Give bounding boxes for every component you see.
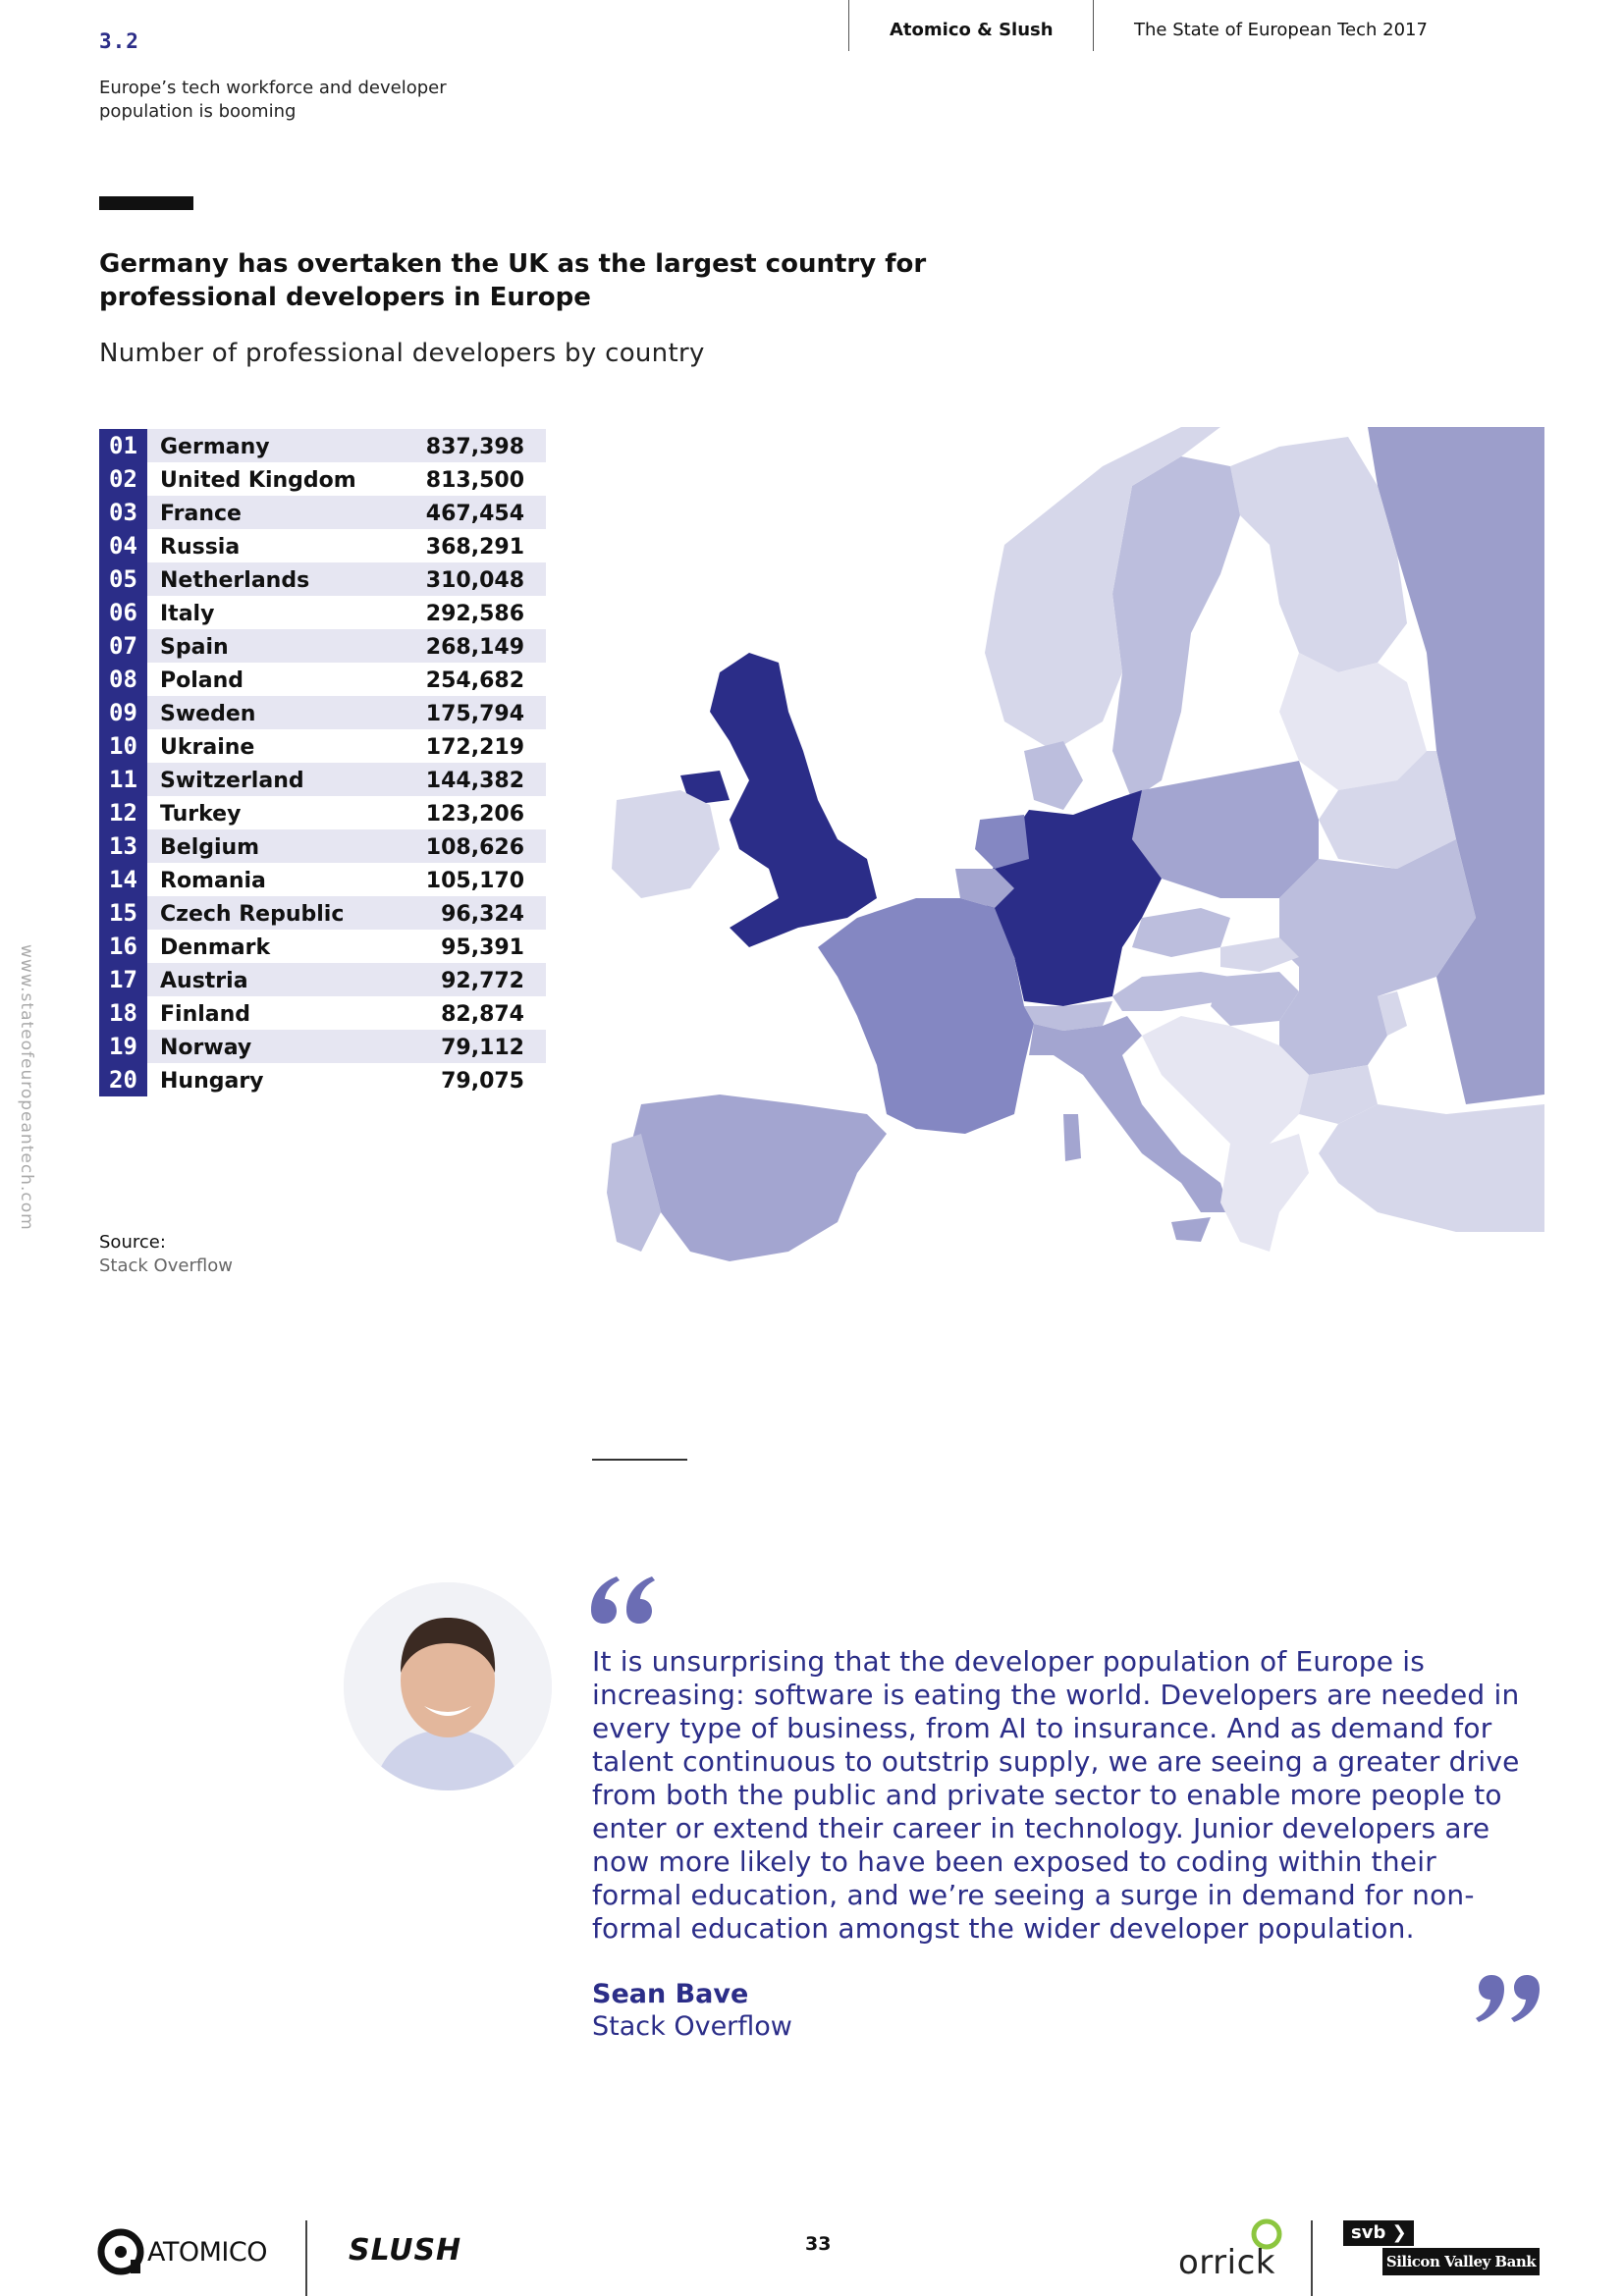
rank-value: 813,500 bbox=[425, 468, 524, 493]
rank-value: 105,170 bbox=[425, 869, 524, 893]
map-region-uk bbox=[710, 653, 877, 947]
slush-logo: SLUSH bbox=[349, 2233, 462, 2268]
rank-country: Turkey bbox=[160, 802, 242, 827]
header-report-title: The State of European Tech 2017 bbox=[1134, 20, 1428, 40]
rank-number: 08 bbox=[99, 663, 147, 696]
atomico-logo-icon bbox=[95, 2226, 146, 2277]
rank-country: United Kingdom bbox=[160, 468, 356, 493]
table-row bbox=[99, 796, 546, 829]
developer-ranking-table bbox=[99, 429, 546, 1096]
rank-country: Finland bbox=[160, 1002, 251, 1027]
table-row bbox=[99, 729, 546, 763]
quote-author: Sean Bave bbox=[592, 1979, 749, 2009]
rank-value: 467,454 bbox=[425, 502, 524, 526]
rank-number: 06 bbox=[99, 596, 147, 629]
table-row bbox=[99, 996, 546, 1030]
rank-number: 17 bbox=[99, 963, 147, 996]
rank-number: 20 bbox=[99, 1063, 147, 1096]
close-quote-icon bbox=[1475, 1973, 1543, 2028]
header-divider bbox=[1093, 0, 1094, 51]
map-region-spain bbox=[631, 1095, 887, 1261]
rank-country: Spain bbox=[160, 635, 229, 660]
map-region-france bbox=[818, 898, 1034, 1134]
speaker-photo bbox=[344, 1582, 552, 1790]
quote-text: It is unsurprising that the developer population of Europe is increasing: software is eating the world. Developers are needed in every type of business, from AI to insurance. And as demand for talent continuous to outstrip supply, we are seeing a greater drive from both the public and private sector to enable more people to enter or extend their career in technology. Junior developers are now more likely to have been exposed to coding within their formal education, and we’re seeing a surge in demand for non-formal education amongst the wider developer population. bbox=[592, 1645, 1520, 1945]
section-divider bbox=[592, 1459, 687, 1461]
rank-number: 05 bbox=[99, 562, 147, 596]
table-row bbox=[99, 429, 546, 462]
footer-divider bbox=[305, 2220, 307, 2296]
title-accent-bar bbox=[99, 196, 193, 210]
rank-number: 09 bbox=[99, 696, 147, 729]
table-row bbox=[99, 829, 546, 863]
section-number: 3.2 bbox=[99, 29, 139, 53]
map-region-turkey bbox=[1319, 1104, 1544, 1232]
rank-value: 96,324 bbox=[441, 902, 524, 927]
rank-value: 292,586 bbox=[425, 602, 524, 626]
rank-number: 16 bbox=[99, 930, 147, 963]
rank-country: Poland bbox=[160, 668, 244, 693]
map-region-netherlands bbox=[975, 815, 1029, 869]
table-row bbox=[99, 896, 546, 930]
table-row bbox=[99, 596, 546, 629]
footer-divider bbox=[1311, 2220, 1313, 2296]
rank-value: 82,874 bbox=[441, 1002, 524, 1027]
map-region-ireland bbox=[612, 790, 720, 898]
rank-country: Norway bbox=[160, 1036, 252, 1060]
svb-logo-text: svb bbox=[1351, 2222, 1386, 2243]
rank-number: 14 bbox=[99, 863, 147, 896]
rank-value: 837,398 bbox=[425, 435, 524, 459]
table-row bbox=[99, 930, 546, 963]
rank-value: 123,206 bbox=[425, 802, 524, 827]
map-region-sardinia bbox=[1063, 1114, 1081, 1161]
rank-number: 15 bbox=[99, 896, 147, 930]
source-label: Source: bbox=[99, 1232, 166, 1253]
rank-country: Italy bbox=[160, 602, 215, 626]
rank-value: 310,048 bbox=[425, 568, 524, 593]
table-row bbox=[99, 863, 546, 896]
rank-value: 95,391 bbox=[441, 935, 524, 960]
rank-country: Germany bbox=[160, 435, 270, 459]
rank-country: Russia bbox=[160, 535, 241, 560]
open-quote-icon bbox=[587, 1571, 656, 1626]
rank-number: 19 bbox=[99, 1030, 147, 1063]
table-row bbox=[99, 462, 546, 496]
header-divider bbox=[848, 0, 849, 51]
orrick-logo: orrick bbox=[1178, 2243, 1275, 2282]
svb-bank-name: Silicon Valley Bank bbox=[1382, 2248, 1540, 2275]
rank-value: 144,382 bbox=[425, 769, 524, 793]
rank-number: 11 bbox=[99, 763, 147, 796]
atomico-logo: ATOMICO bbox=[147, 2237, 267, 2268]
table-row bbox=[99, 663, 546, 696]
rank-value: 79,112 bbox=[441, 1036, 524, 1060]
rank-country: Hungary bbox=[160, 1069, 264, 1094]
map-region-sweden bbox=[1112, 456, 1240, 800]
table-row bbox=[99, 629, 546, 663]
map-region-denmark bbox=[1024, 741, 1083, 810]
rank-country: Switzerland bbox=[160, 769, 304, 793]
rank-number: 02 bbox=[99, 462, 147, 496]
page-number: 33 bbox=[805, 2233, 832, 2255]
rank-country: Sweden bbox=[160, 702, 256, 726]
website-url: www.stateofeuropeantech.com bbox=[17, 944, 36, 1231]
map-region-sicily bbox=[1171, 1217, 1211, 1242]
table-row bbox=[99, 1030, 546, 1063]
table-row bbox=[99, 496, 546, 529]
table-row bbox=[99, 763, 546, 796]
header-brand: Atomico & Slush bbox=[890, 20, 1054, 40]
quote-organization: Stack Overflow bbox=[592, 2011, 792, 2042]
rank-country: Austria bbox=[160, 969, 248, 993]
rank-country: Czech Republic bbox=[160, 902, 345, 927]
map-region-greece bbox=[1220, 1134, 1309, 1252]
page-headline: Germany has overtaken the UK as the largest country for professional developers in Europe bbox=[99, 249, 927, 312]
source-value: Stack Overflow bbox=[99, 1255, 233, 1276]
rank-number: 01 bbox=[99, 429, 147, 462]
rank-value: 268,149 bbox=[425, 635, 524, 660]
rank-country: Romania bbox=[160, 869, 266, 893]
map-region-czech bbox=[1132, 908, 1230, 957]
rank-country: Netherlands bbox=[160, 568, 310, 593]
section-title: Europe’s tech workforce and developer population is booming bbox=[99, 78, 447, 122]
table-row bbox=[99, 1063, 546, 1096]
rank-value: 92,772 bbox=[441, 969, 524, 993]
rank-number: 13 bbox=[99, 829, 147, 863]
rank-number: 18 bbox=[99, 996, 147, 1030]
rank-number: 03 bbox=[99, 496, 147, 529]
rank-country: France bbox=[160, 502, 242, 526]
rank-value: 175,794 bbox=[425, 702, 524, 726]
rank-value: 108,626 bbox=[425, 835, 524, 860]
chart-subtitle: Number of professional developers by country bbox=[99, 339, 705, 368]
rank-country: Belgium bbox=[160, 835, 260, 860]
rank-value: 368,291 bbox=[425, 535, 524, 560]
svb-logo: svb ❯ bbox=[1343, 2220, 1414, 2246]
rank-number: 12 bbox=[99, 796, 147, 829]
rank-number: 10 bbox=[99, 729, 147, 763]
rank-country: Ukraine bbox=[160, 735, 255, 760]
rank-value: 172,219 bbox=[425, 735, 524, 760]
rank-value: 254,682 bbox=[425, 668, 524, 693]
table-row bbox=[99, 963, 546, 996]
rank-value: 79,075 bbox=[441, 1069, 524, 1094]
table-row bbox=[99, 696, 546, 729]
table-row bbox=[99, 562, 546, 596]
europe-developer-map bbox=[592, 427, 1544, 1310]
rank-number: 07 bbox=[99, 629, 147, 663]
rank-number: 04 bbox=[99, 529, 147, 562]
table-row bbox=[99, 529, 546, 562]
rank-country: Denmark bbox=[160, 935, 271, 960]
